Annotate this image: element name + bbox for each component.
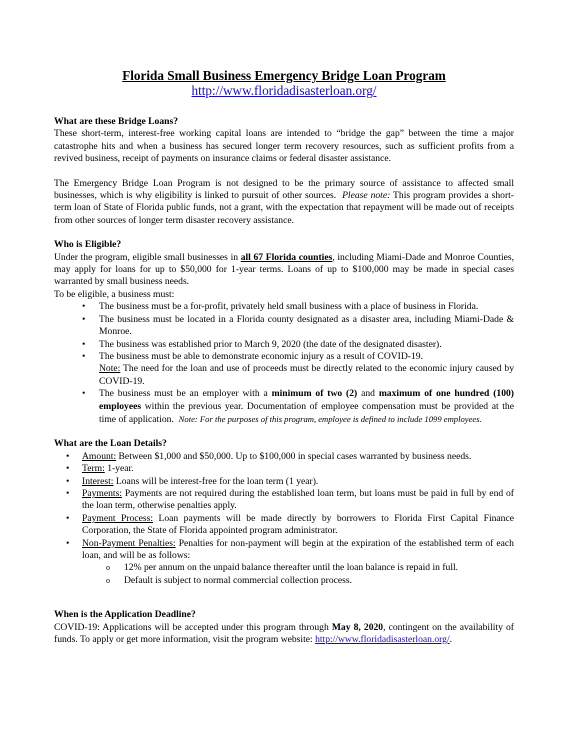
eligible-intro: To be eligible, a business must: — [54, 288, 175, 300]
list-item: o 12% per annum on the unpaid balance thereafter until the loan balance is repaid in full. — [106, 562, 459, 574]
list-item: • Non-Payment Penalties: Penalties for non-payment will begin at the expiration of the established term of each loan, and will be as follows: — [66, 537, 514, 561]
program-website-link[interactable]: http://www.floridadisasterloan.org/ — [191, 83, 377, 98]
list-item: • Payments: Payments are not required during the established loan term, but loans must be paid in full by end of the loan term, otherwise penalties apply. — [66, 487, 514, 512]
eligibility-list — [54, 301, 514, 426]
bullet-icon: • — [82, 388, 86, 400]
what-are-paragraph-1: These short-term, interest-free working capital loans are intended to “bridge the gap” between the time a major catastrophe hits and when a business has secured longer term recovery resources, such as sufficient profits from a revived business, receipt of payments on insurance claims or federal disaster assistance. — [54, 128, 514, 165]
bullet-icon: • — [82, 350, 86, 362]
bullet-icon: • — [66, 475, 70, 487]
bullet-icon: • — [66, 487, 70, 499]
list-item: • Payment Process: Loan payments will be made directly by borrowers to Florida First Capital Finance Corporation, the State of Florida appointed program administrator. — [66, 512, 514, 537]
bullet-icon: • — [82, 313, 86, 325]
bullet-icon: • — [66, 512, 70, 524]
document-page — [54, 68, 514, 646]
list-item: • The business must be able to demonstrate economic injury as a result of COVID-19. Note: The need for the loan and use of proceeds must be directly related to the economic injury caused by COVID-19. — [82, 350, 515, 387]
bullet-icon: • — [66, 537, 70, 549]
deadline-website-link[interactable]: http://www.floridadisasterloan.org/ — [315, 634, 450, 646]
bullet-icon: • — [82, 338, 86, 350]
deadline-paragraph: COVID-19: Applications will be accepted under this program through May 8, 2020, contingent on the availability of funds. To apply or get more information, visit the program website: http://www.floridadisasterloan.org/. — [54, 621, 514, 646]
list-item: • The business was established prior to March 9, 2020 (the date of the designated disaster). — [82, 338, 442, 350]
section-heading-what-are: What are these Bridge Loans? — [54, 116, 179, 127]
list-item: • Term: 1-year. — [66, 463, 134, 475]
section-heading-eligible: Who is Eligible? — [54, 239, 122, 251]
what-are-paragraph-2: The Emergency Bridge Loan Program is not designed to be the primary source of assistance to affected small businesses, which is why eligibility is linked to pursuit of other sources. Please note: This program provides a short-term loan of State of Florida public funds, not a grant, with the expectation that repayment will be made out of receipts from other sources of longer term disaster recovery assistance. — [54, 177, 515, 226]
hollow-bullet-icon: o — [106, 563, 110, 573]
list-item: • Amount: Between $1,000 and $50,000. Up to $100,000 in special cases warranted by business needs. — [66, 450, 472, 462]
list-item: • The business must be an employer with a minimum of two (2) and maximum of one hundred (100) employees within the previous year. Documentation of employee compensation must be provided at the time of application. Note: For the purposes of this program, employee is defined to include 1099 employees. — [82, 388, 514, 425]
list-item: • The business must be located in a Florida county designated as a disaster area, including Miami-Dade & Monroe. — [82, 313, 514, 338]
page-title: Florida Small Business Emergency Bridge Loan Program — [122, 68, 446, 83]
penalties-sublist — [54, 562, 514, 587]
section-heading-deadline: When is the Application Deadline? — [54, 609, 196, 621]
eligible-paragraph: Under the program, eligible small businesses in all 67 Florida counties, including Miami-Dade and Monroe Counties, may apply for loans for up to $50,000 for 1-year terms. Loans of up to $100,000 may be made in special cases warranted by small business needs. — [54, 251, 514, 288]
list-item: • Interest: Loans will be interest-free for the loan term (1 year). — [66, 475, 319, 487]
section-heading-details: What are the Loan Details? — [54, 438, 167, 450]
hollow-bullet-icon: o — [106, 575, 110, 585]
list-item: • The business must be a for-profit, privately held small business with a place of business in Florida. — [82, 301, 479, 313]
bullet-icon: • — [66, 450, 70, 462]
bullet-icon: • — [82, 301, 86, 313]
bullet-icon: • — [66, 463, 70, 475]
details-list — [54, 451, 514, 563]
list-item: o Default is subject to normal commercial collection process. — [106, 574, 353, 586]
